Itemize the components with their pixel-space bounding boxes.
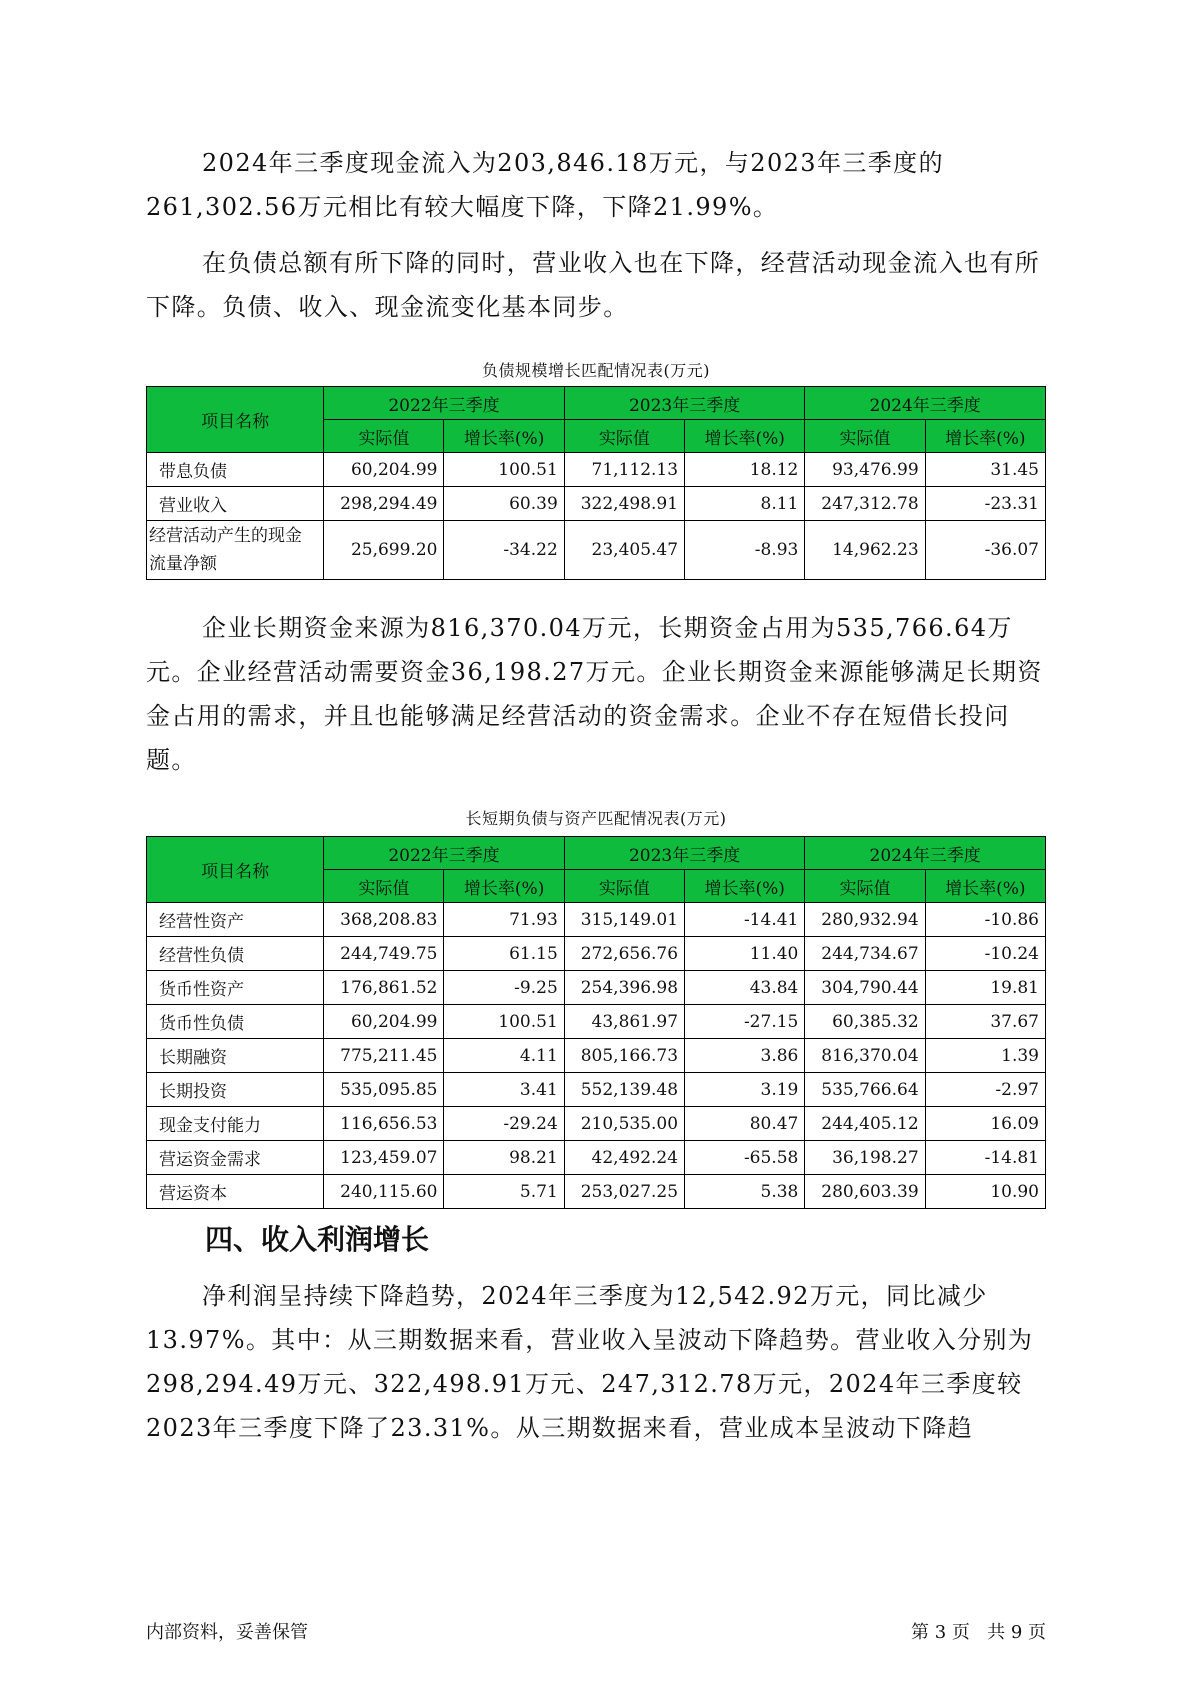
- cell-growth-rate: 31.45: [925, 453, 1045, 487]
- table-row: [147, 1141, 1046, 1175]
- table-row: [147, 937, 1046, 971]
- table2-caption: 长短期负债与资产匹配情况表(万元): [465, 809, 727, 828]
- cell-growth-rate: 80.47: [685, 1107, 805, 1141]
- row-label: 营运资金需求: [147, 1141, 324, 1175]
- header-actual: 实际值: [324, 420, 444, 453]
- cell-actual-value: 60,204.99: [324, 453, 444, 487]
- table-row: [147, 453, 1046, 487]
- row-label: 营运资本: [147, 1175, 324, 1209]
- table-row: [147, 487, 1046, 521]
- cell-growth-rate: 11.40: [685, 937, 805, 971]
- cell-growth-rate: -10.24: [925, 937, 1045, 971]
- row-label: 现金支付能力: [147, 1107, 324, 1141]
- asset-liability-match-table: [146, 836, 1046, 1209]
- cell-growth-rate: 100.51: [444, 1005, 564, 1039]
- table1-caption: 负债规模增长匹配情况表(万元): [482, 361, 710, 380]
- paragraph-liability-summary: 在负债总额有所下降的同时，营业收入也在下降，经营活动现金流入也有所下降。负债、收入、现金流变化基本同步。: [146, 249, 1041, 321]
- paragraph-cash-inflow: 2024年三季度现金流入为203,846.18万元，与2023年三季度的261,302.56万元相比有较大幅度下降，下降21.99%。: [146, 149, 944, 221]
- table-row: [147, 1039, 1046, 1073]
- cell-growth-rate: 5.38: [685, 1175, 805, 1209]
- cell-actual-value: 805,166.73: [564, 1039, 684, 1073]
- cell-actual-value: 71,112.13: [564, 453, 684, 487]
- header-actual: 实际值: [324, 870, 444, 903]
- cell-actual-value: 240,115.60: [324, 1175, 444, 1209]
- table-row: [147, 1175, 1046, 1209]
- row-label: 经营性负债: [147, 937, 324, 971]
- cell-growth-rate: 100.51: [444, 453, 564, 487]
- cell-actual-value: 36,198.27: [805, 1141, 925, 1175]
- cell-actual-value: 123,459.07: [324, 1141, 444, 1175]
- cell-growth-rate: 10.90: [925, 1175, 1045, 1209]
- cell-actual-value: 244,405.12: [805, 1107, 925, 1141]
- cell-growth-rate: 19.81: [925, 971, 1045, 1005]
- cell-growth-rate: 61.15: [444, 937, 564, 971]
- cell-growth-rate: 71.93: [444, 903, 564, 937]
- cell-actual-value: 253,027.25: [564, 1175, 684, 1209]
- cell-growth-rate: 1.39: [925, 1039, 1045, 1073]
- cell-actual-value: 368,208.83: [324, 903, 444, 937]
- cell-actual-value: 535,766.64: [805, 1073, 925, 1107]
- cell-growth-rate: -27.15: [685, 1005, 805, 1039]
- table-row: [147, 521, 1046, 580]
- header-period: 2022年三季度: [324, 387, 565, 420]
- row-label: 营业收入: [147, 487, 324, 521]
- header-period: 2024年三季度: [805, 387, 1046, 420]
- cell-growth-rate: 8.11: [685, 487, 805, 521]
- cell-actual-value: 816,370.04: [805, 1039, 925, 1073]
- cell-growth-rate: 16.09: [925, 1107, 1045, 1141]
- cell-actual-value: 25,699.20: [324, 521, 444, 580]
- row-label: 货币性负债: [147, 1005, 324, 1039]
- cell-growth-rate: -14.41: [685, 903, 805, 937]
- header-growth: 增长率(%): [444, 420, 564, 453]
- cell-growth-rate: -65.58: [685, 1141, 805, 1175]
- table-row: [147, 903, 1046, 937]
- cell-actual-value: 244,734.67: [805, 937, 925, 971]
- header-actual: 实际值: [805, 870, 925, 903]
- cell-growth-rate: -14.81: [925, 1141, 1045, 1175]
- row-label: 货币性资产: [147, 971, 324, 1005]
- header-growth: 增长率(%): [444, 870, 564, 903]
- cell-actual-value: 60,385.32: [805, 1005, 925, 1039]
- cell-growth-rate: -34.22: [444, 521, 564, 580]
- cell-actual-value: 247,312.78: [805, 487, 925, 521]
- header-growth: 增长率(%): [685, 420, 805, 453]
- header-item-name: 项目名称: [147, 837, 324, 903]
- header-period: 2023年三季度: [564, 837, 805, 870]
- cell-growth-rate: -10.86: [925, 903, 1045, 937]
- cell-actual-value: 280,932.94: [805, 903, 925, 937]
- cell-actual-value: 272,656.76: [564, 937, 684, 971]
- cell-growth-rate: -29.24: [444, 1107, 564, 1141]
- cell-growth-rate: 4.11: [444, 1039, 564, 1073]
- paragraph-long-term-funding: 企业长期资金来源为816,370.04万元，长期资金占用为535,766.64万元。企业经营活动需要资金36,198.27万元。企业长期资金来源能够满足长期资金占用的需求，并且也能够满足经营活动的资金需求。企业不存在短借长投问题。: [146, 614, 1043, 774]
- cell-actual-value: 176,861.52: [324, 971, 444, 1005]
- row-label: 经营性资产: [147, 903, 324, 937]
- header-growth: 增长率(%): [685, 870, 805, 903]
- cell-growth-rate: 98.21: [444, 1141, 564, 1175]
- cell-actual-value: 116,656.53: [324, 1107, 444, 1141]
- cell-growth-rate: 3.86: [685, 1039, 805, 1073]
- cell-actual-value: 210,535.00: [564, 1107, 684, 1141]
- cell-growth-rate: -36.07: [925, 521, 1045, 580]
- header-period: 2023年三季度: [564, 387, 805, 420]
- footer-confidential: 内部资料，妥善保管: [146, 1622, 308, 1643]
- cell-growth-rate: 3.19: [685, 1073, 805, 1107]
- cell-actual-value: 298,294.49: [324, 487, 444, 521]
- cell-actual-value: 775,211.45: [324, 1039, 444, 1073]
- cell-actual-value: 535,095.85: [324, 1073, 444, 1107]
- cell-actual-value: 322,498.91: [564, 487, 684, 521]
- row-label: 带息负债: [147, 453, 324, 487]
- table-row: [147, 971, 1046, 1005]
- row-label: 经营活动产生的现金流量净额: [147, 521, 324, 580]
- table-row: [147, 1073, 1046, 1107]
- header-actual: 实际值: [564, 420, 684, 453]
- section-heading: 四、收入利润增长: [205, 1223, 430, 1256]
- cell-growth-rate: -8.93: [685, 521, 805, 580]
- header-actual: 实际值: [564, 870, 684, 903]
- header-actual: 实际值: [805, 420, 925, 453]
- cell-actual-value: 60,204.99: [324, 1005, 444, 1039]
- cell-growth-rate: 18.12: [685, 453, 805, 487]
- header-period: 2024年三季度: [805, 837, 1046, 870]
- cell-actual-value: 552,139.48: [564, 1073, 684, 1107]
- table-row: [147, 1005, 1046, 1039]
- cell-actual-value: 304,790.44: [805, 971, 925, 1005]
- cell-actual-value: 280,603.39: [805, 1175, 925, 1209]
- footer-page-number: 第 3 页 共 9 页: [911, 1622, 1046, 1643]
- cell-actual-value: 14,962.23: [805, 521, 925, 580]
- cell-actual-value: 244,749.75: [324, 937, 444, 971]
- cell-growth-rate: 5.71: [444, 1175, 564, 1209]
- header-growth: 增长率(%): [925, 420, 1045, 453]
- cell-actual-value: 93,476.99: [805, 453, 925, 487]
- cell-actual-value: 315,149.01: [564, 903, 684, 937]
- liability-growth-table: [146, 386, 1046, 580]
- cell-actual-value: 42,492.24: [564, 1141, 684, 1175]
- paragraph-revenue-profit: 净利润呈持续下降趋势，2024年三季度为12,542.92万元，同比减少13.97%。其中：从三期数据来看，营业收入呈波动下降趋势。营业收入分别为298,294.49万元、322,498.91万元、247,312.78万元，2024年三季度较2023年三季度下降了23.31%。从三期数据来看，营业成本呈波动下降趋: [146, 1282, 1034, 1442]
- cell-growth-rate: -23.31: [925, 487, 1045, 521]
- header-period: 2022年三季度: [324, 837, 565, 870]
- cell-actual-value: 43,861.97: [564, 1005, 684, 1039]
- cell-growth-rate: -2.97: [925, 1073, 1045, 1107]
- header-item-name: 项目名称: [147, 387, 324, 453]
- table-row: [147, 1107, 1046, 1141]
- cell-growth-rate: -9.25: [444, 971, 564, 1005]
- row-label: 长期融资: [147, 1039, 324, 1073]
- cell-growth-rate: 60.39: [444, 487, 564, 521]
- cell-actual-value: 254,396.98: [564, 971, 684, 1005]
- cell-actual-value: 23,405.47: [564, 521, 684, 580]
- cell-growth-rate: 43.84: [685, 971, 805, 1005]
- row-label: 长期投资: [147, 1073, 324, 1107]
- cell-growth-rate: 37.67: [925, 1005, 1045, 1039]
- header-growth: 增长率(%): [925, 870, 1045, 903]
- cell-growth-rate: 3.41: [444, 1073, 564, 1107]
